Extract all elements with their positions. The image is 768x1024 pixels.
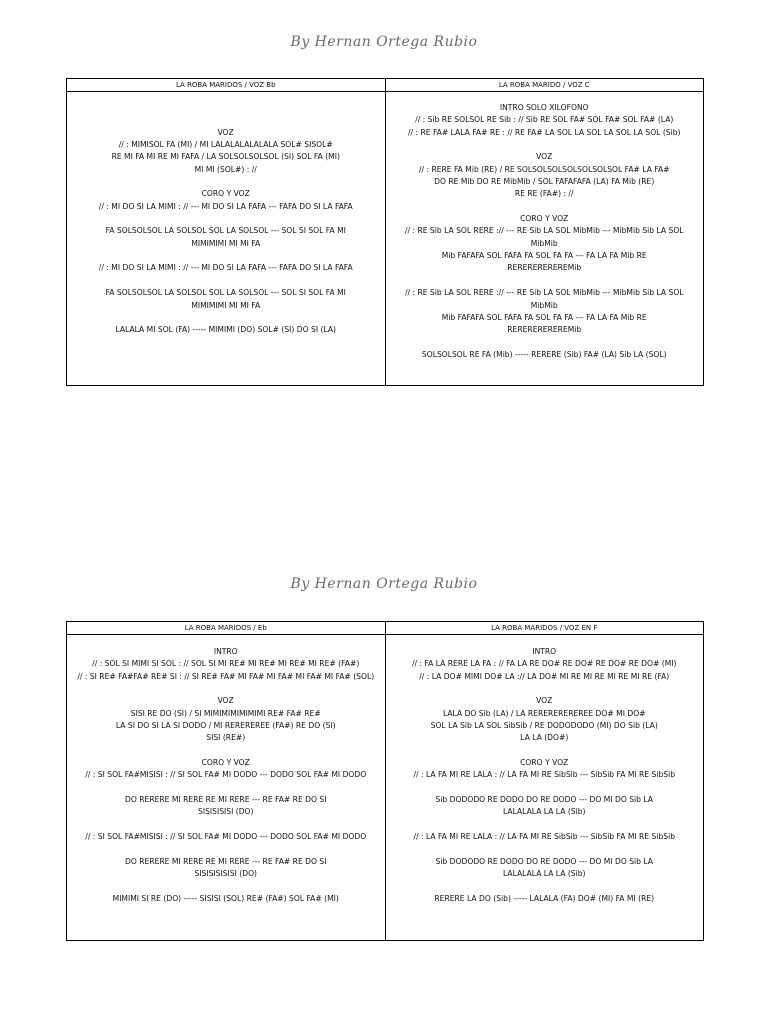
score-table-top (66, 78, 704, 386)
notation-line: // : FA LA RERE LA FA : // FA LA RE DO# RE DO# RE DO# RE DO# (MI) (411, 659, 677, 669)
notation-line: LALALALA LA LA (Sib) (502, 869, 586, 879)
notation-line (71, 312, 381, 324)
notation-line: // : LA DO# MIMI DO# LA :// LA DO# MI RE MI RE MI RE MI RE (FA) (419, 671, 670, 681)
notation-line (71, 213, 381, 225)
notation-line: // : RE FA# LALA FA# RE : // RE FA# LA SOL LA SOL LA SOL LA SOL (Sib) (407, 127, 681, 137)
notation-line: VOZ (536, 696, 553, 706)
notation-line (71, 176, 381, 188)
notation-line: RERERE LA DO (Sib) ----- LALALA (FA) DO# (MI) FA MI (RE) (434, 893, 655, 903)
notation-line (71, 782, 381, 794)
notation-line (390, 683, 700, 695)
notation-line: // : SI SOL FA#MISISI : // SI SOL FA# MI DODO --- DODO SOL FA# MI DODO (85, 832, 367, 842)
notation-line (71, 250, 381, 262)
notation-line: RE MI FA MI RE MI FAFA / LA SOLSOLSOLSOL (SI) SOL FA (MI) (111, 152, 340, 162)
notation-line: // : Sib RE SOLSOL RE Sib : // Sib RE SOL FA# SOL FA# SOL FA# (LA) (415, 115, 674, 125)
notation-line (390, 819, 700, 831)
notation-line: FA SOLSOLSOL LA SOLSOL SOL LA SOLSOL --- SOL SI SOL FA MI (105, 226, 346, 236)
notation-line: INTRO SOLO XILOFONO (499, 103, 589, 112)
notation-line: SOL LA Sib LA SOL SibSib / RE DODODODO (MI) DO Sib (LA) (430, 721, 658, 731)
notation-line: VOZ (536, 152, 553, 162)
notation-line: LALA DO Sib (LA) / LA REREREREREREE DO# MI DO# (442, 708, 646, 718)
notation-line (71, 745, 381, 757)
notation-line: VOZ (217, 127, 234, 137)
notation-line: SISI (RE#) (206, 733, 246, 743)
notation-line: CORO Y VOZ (201, 758, 250, 768)
notation-line: MIMIMI SI RE (DO) ----- SISISI (SOL) RE# (FA#) SOL FA# (MI) (112, 893, 339, 903)
notation-line: SISI RE DO (SI) / SI MIMIMIMIMIMIMI RE# FA# RE# (130, 708, 321, 718)
notation-line: MI MI (SOL#) : // (194, 164, 257, 174)
notation-line (390, 782, 700, 794)
notation-line (390, 275, 700, 287)
notation-line: REREREREREREMib (507, 325, 582, 335)
table-header-row (67, 79, 703, 92)
notation-line: CORO Y VOZ (201, 189, 250, 199)
notation-line (390, 337, 700, 349)
notation-line: MIMIMIMI MI MI FA (191, 300, 261, 310)
notation-line (390, 745, 700, 757)
header-voz-c: LA ROBA MARIDO / VOZ C (498, 81, 590, 89)
table-body-row (67, 635, 703, 940)
notation-line: Mib FAFAFA SOL FAFA FA SOL FA FA --- FA LA FA Mib RE (441, 312, 647, 322)
header-voz-f: LA ROBA MARIDOS / VOZ EN F (491, 624, 598, 632)
notation-line: // : SOL SI MIMI SI SOL : // SOL SI MI RE# MI RE# MI RE# MI RE# (FA#) (92, 659, 360, 669)
notation-line (71, 819, 381, 831)
notation-line: MIMIMIMI MI MI FA (191, 238, 261, 248)
notation-line: // : RE Sib LA SOL RERE :// --- RE Sib LA SOL MibMib --- MibMib Sib LA SOL (404, 288, 684, 298)
notation-line: INTRO (213, 647, 238, 656)
cell-voz-bb (67, 92, 386, 385)
notation-line (390, 844, 700, 856)
notation-line: CORO Y VOZ (520, 758, 569, 768)
author-heading-bottom: By Hernan Ortega Rubio (290, 576, 478, 592)
notation-line (390, 881, 700, 893)
cell-voz-f (386, 635, 704, 940)
notation-line: MibMib (530, 300, 558, 310)
notation-line (71, 114, 381, 126)
notation-line (71, 881, 381, 893)
notation-line (390, 201, 700, 213)
notation-line: SISISISISISI (DO) (194, 869, 258, 879)
notation-line: VOZ (217, 696, 234, 706)
notation-line: DO RERERE MI RERE RE MI RERE --- RE FA# RE DO SI (125, 856, 327, 866)
notation-line: DO RERERE MI RERE RE MI RERE --- RE FA# RE DO SI (125, 795, 327, 805)
notation-line (71, 275, 381, 287)
author-heading-top: By Hernan Ortega Rubio (290, 34, 478, 50)
notation-line: // : LA FA MI RE LALA : // LA FA MI RE SibSib --- SibSib FA MI RE SibSib (413, 770, 676, 780)
notation-line: FA SOLSOLSOL LA SOLSOL SOL LA SOLSOL --- SOL SI SOL FA MI (105, 288, 346, 298)
notation-line: MibMib (530, 238, 558, 248)
notation-line: // : RE Sib LA SOL RERE :// --- RE Sib LA SOL MibMib --- MibMib Sib LA SOL (404, 226, 684, 236)
notation-line: REREREREREREMib (507, 263, 582, 273)
notation-line: // : SI SOL FA#MISISI : // SI SOL FA# MI DODO --- DODO SOL FA# MI DODO (85, 770, 367, 780)
notation-line (71, 844, 381, 856)
notation-line: LALALALA LA LA (Sib) (502, 807, 586, 817)
cell-voz-c (386, 92, 704, 385)
header-voz-bb: LA ROBA MARIDOS / VOZ Bb (67, 79, 386, 91)
notation-line: // : MI DO SI LA MIMI : // --- MI DO SI LA FAFA --- FAFA DO SI LA FAFA (98, 201, 353, 211)
notation-line: LA SI DO SI LA SI DODO / MI REREREREE (FA#) RE DO (SI) (115, 721, 336, 731)
cell-eb (67, 635, 386, 940)
notation-line (71, 102, 381, 114)
notation-line: // : SI RE# FA#FA# RE# SI : // SI RE# FA# MI FA# MI FA# MI FA# MI FA# (SOL) (77, 671, 375, 681)
notation-line: SISISISISI (DO) (198, 807, 254, 817)
notation-line: DO RE Mib DO RE MibMib / SOL FAFAFAFA (LA) FA Mib (RE) (434, 177, 655, 187)
notation-line: Sib DODODO RE DODO DO RE DODO --- DO MI DO Sib LA (435, 856, 653, 866)
notation-line: LA LA (DO#) (520, 733, 569, 743)
score-table-bottom (66, 621, 704, 941)
notation-line: // : MIMISOL FA (MI) / MI LALALALALALALA SOL# SISOL# (118, 140, 333, 150)
notation-line: INTRO (532, 647, 557, 656)
notation-line: Sib DODODO RE DODO DO RE DODO --- DO MI DO Sib LA (435, 795, 653, 805)
notation-line: SOLSOLSOL RE FA (Mib) ----- RERERE (Sib) FA# (LA) Sib LA (SOL) (421, 349, 667, 359)
table-body-row (67, 92, 703, 385)
notation-line: // : LA FA MI RE LALA : // LA FA MI RE SibSib --- SibSib FA MI RE SibSib (413, 832, 676, 842)
notation-line: Mib FAFAFA SOL FAFA FA SOL FA FA --- FA LA FA Mib RE (441, 251, 647, 261)
notation-line (71, 683, 381, 695)
table-header-row (67, 622, 703, 635)
notation-line (390, 139, 700, 151)
notation-line: // : MI DO SI LA MIMI : // --- MI DO SI LA FAFA --- FAFA DO SI LA FAFA (98, 263, 353, 273)
header-eb: LA ROBA MARIDOS / Eb (67, 622, 386, 634)
notation-line: LALALA MI SOL (FA) ----- MIMIMI (DO) SOL# (SI) DO SI (LA) (115, 325, 337, 335)
notation-line: RE RE (FA#) : // (514, 189, 574, 199)
notation-line: // : RERE FA Mib (RE) / RE SOLSOLSOLSOLSOLSOLSOL FA# LA FA# (418, 164, 670, 174)
notation-line: CORO Y VOZ (520, 214, 569, 224)
